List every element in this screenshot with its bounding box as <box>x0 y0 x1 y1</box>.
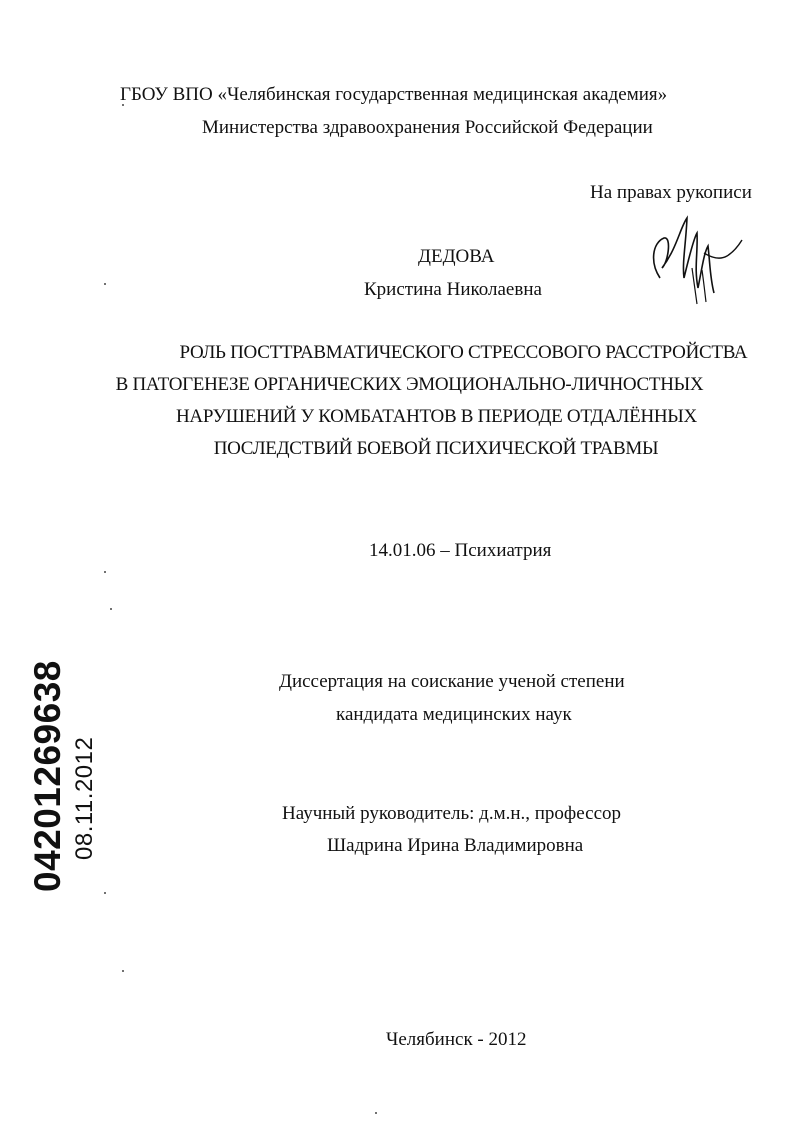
scan-speck <box>122 970 124 972</box>
degree-line-2: кандидата медицинских наук <box>336 704 572 725</box>
title-line: ПОСЛЕДСТВИЙ БОЕВОЙ ПСИХИЧЕСКОЙ ТРАВМЫ <box>213 438 659 459</box>
dissertation-title <box>0 337 799 465</box>
scan-speck <box>104 283 106 285</box>
title-line: РОЛЬ ПОСТТРАВМАТИЧЕСКОГО СТРЕССОВОГО РАССТРОЙСТВА <box>179 342 748 363</box>
scan-speck <box>110 608 112 610</box>
supervisor-name: Шадрина Ирина Владимировна <box>327 835 584 856</box>
city-year: Челябинск - 2012 <box>386 1029 527 1050</box>
signature-icon <box>642 208 752 308</box>
author-given-names: Кристина Николаевна <box>364 279 542 300</box>
scan-speck <box>375 1112 377 1114</box>
supervisor-role: Научный руководитель: д.м.н., профессор <box>282 803 622 824</box>
title-line: В ПАТОГЕНЕЗЕ ОРГАНИЧЕСКИХ ЭМОЦИОНАЛЬНО-ЛИЧНОСТНЫХ <box>115 374 704 395</box>
ministry-header: Министерства здравоохранения Российской Федерации <box>202 117 653 138</box>
organization-header: ГБОУ ВПО «Челябинская государственная медицинская академия» <box>120 84 668 105</box>
library-stamp-date: 08.11.2012 <box>71 736 98 860</box>
scan-speck <box>104 571 106 573</box>
degree-line-1: Диссертация на соискание ученой степени <box>279 671 625 692</box>
manuscript-note: На правах рукописи <box>590 182 752 203</box>
title-line: НАРУШЕНИЙ У КОМБАТАНТОВ В ПЕРИОДЕ ОТДАЛЁННЫХ <box>176 406 697 427</box>
library-stamp-number: 04201269638 <box>27 660 68 892</box>
author-surname: ДЕДОВА <box>418 246 495 267</box>
specialty-code: 14.01.06 – Психиатрия <box>369 540 552 561</box>
scan-speck <box>104 892 106 894</box>
